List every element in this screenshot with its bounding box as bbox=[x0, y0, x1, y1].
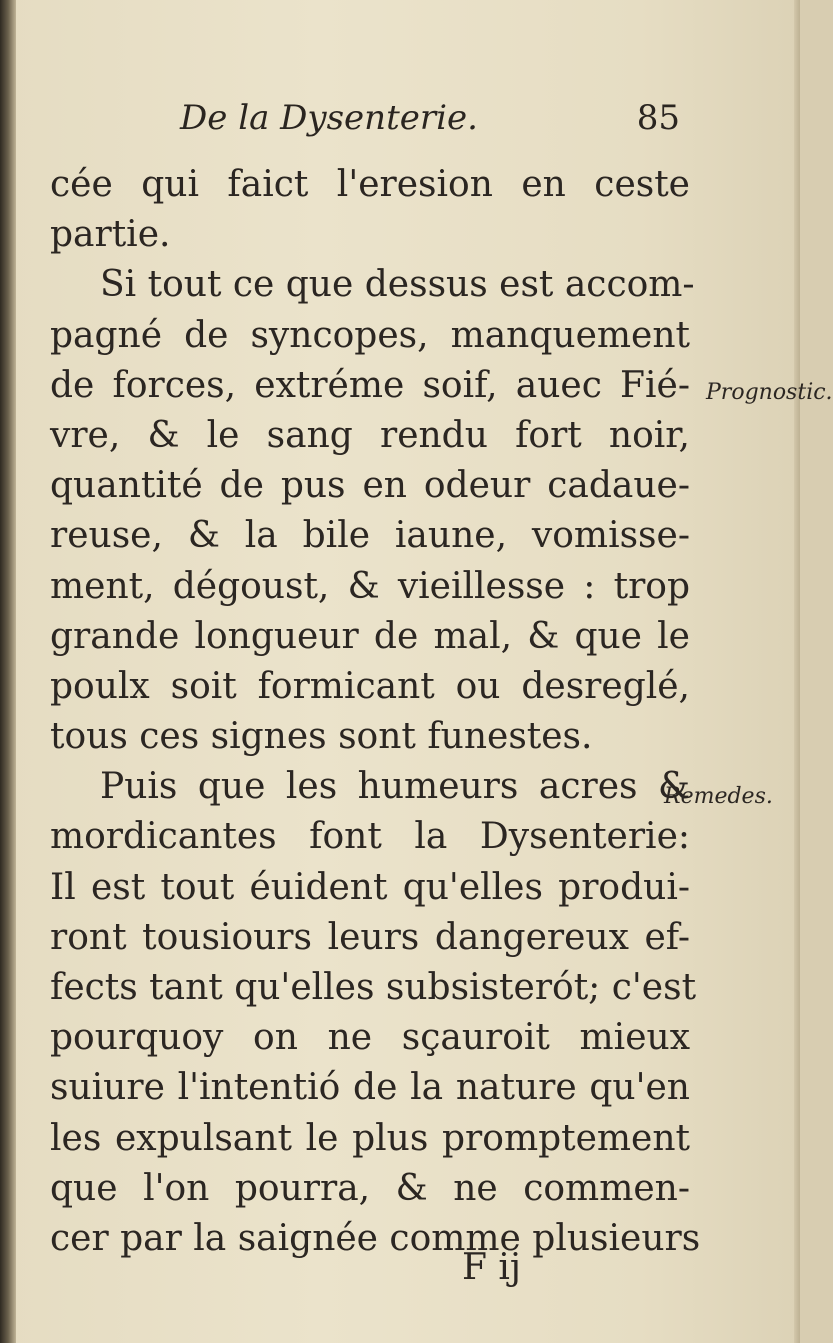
page-header bbox=[40, 98, 680, 150]
text-line: Il est tout éuident qu'elles produi- bbox=[50, 866, 690, 908]
text-line: ment, dégoust, & vieillesse : trop bbox=[50, 565, 690, 607]
text-line: quantité de pus en odeur cadaue- bbox=[50, 465, 690, 507]
body-text bbox=[50, 160, 701, 1264]
text-line: vre, & le sang rendu fort noir, bbox=[50, 414, 690, 456]
text-line: mordicantes font la Dysenterie: bbox=[50, 816, 690, 858]
text-line: grande longueur de mal, & que le bbox=[50, 615, 690, 657]
text-line: reuse, & la bile iaune, vomisse- bbox=[50, 515, 690, 557]
margin-note-remedes: Remedes. bbox=[664, 784, 773, 809]
book-binding-shadow bbox=[0, 0, 16, 1343]
text-line: cer par la saignée comme plusieurs bbox=[50, 1217, 701, 1259]
text-line: cée qui faict l'eresion en ceste bbox=[50, 164, 690, 205]
page-edge bbox=[794, 0, 800, 1343]
page-number: 85 bbox=[636, 98, 680, 138]
text-line: que l'on pourra, & ne commen- bbox=[50, 1167, 690, 1209]
text-line: pourquoy on ne sçauroit mieux bbox=[50, 1017, 690, 1059]
signature-mark: F ij bbox=[462, 1247, 522, 1288]
text-line: tous ces signes sont funestes. bbox=[50, 716, 593, 758]
text-line: les expulsant le plus promptement bbox=[50, 1117, 690, 1159]
text-line: fects tant qu'elles subsisterót; c'est bbox=[50, 967, 697, 1008]
text-line: pagné de syncopes, manquement bbox=[50, 314, 690, 356]
text-line: Puis que les humeurs acres & bbox=[100, 766, 690, 808]
text-line: de forces, extréme soif, auec Fié- bbox=[50, 364, 690, 406]
text-line: poulx soit formicant ou desreglé, bbox=[50, 665, 690, 707]
text-line: suiure l'intentió de la nature qu'en bbox=[50, 1067, 690, 1109]
text-line: partie. bbox=[50, 214, 171, 256]
running-title: De la Dysenterie. bbox=[180, 98, 478, 138]
margin-note-prognostic: Prognostic. bbox=[706, 380, 833, 405]
text-line: ront tousiours leurs dangereux ef- bbox=[50, 916, 690, 958]
text-line: Si tout ce que dessus est accom- bbox=[100, 264, 695, 306]
